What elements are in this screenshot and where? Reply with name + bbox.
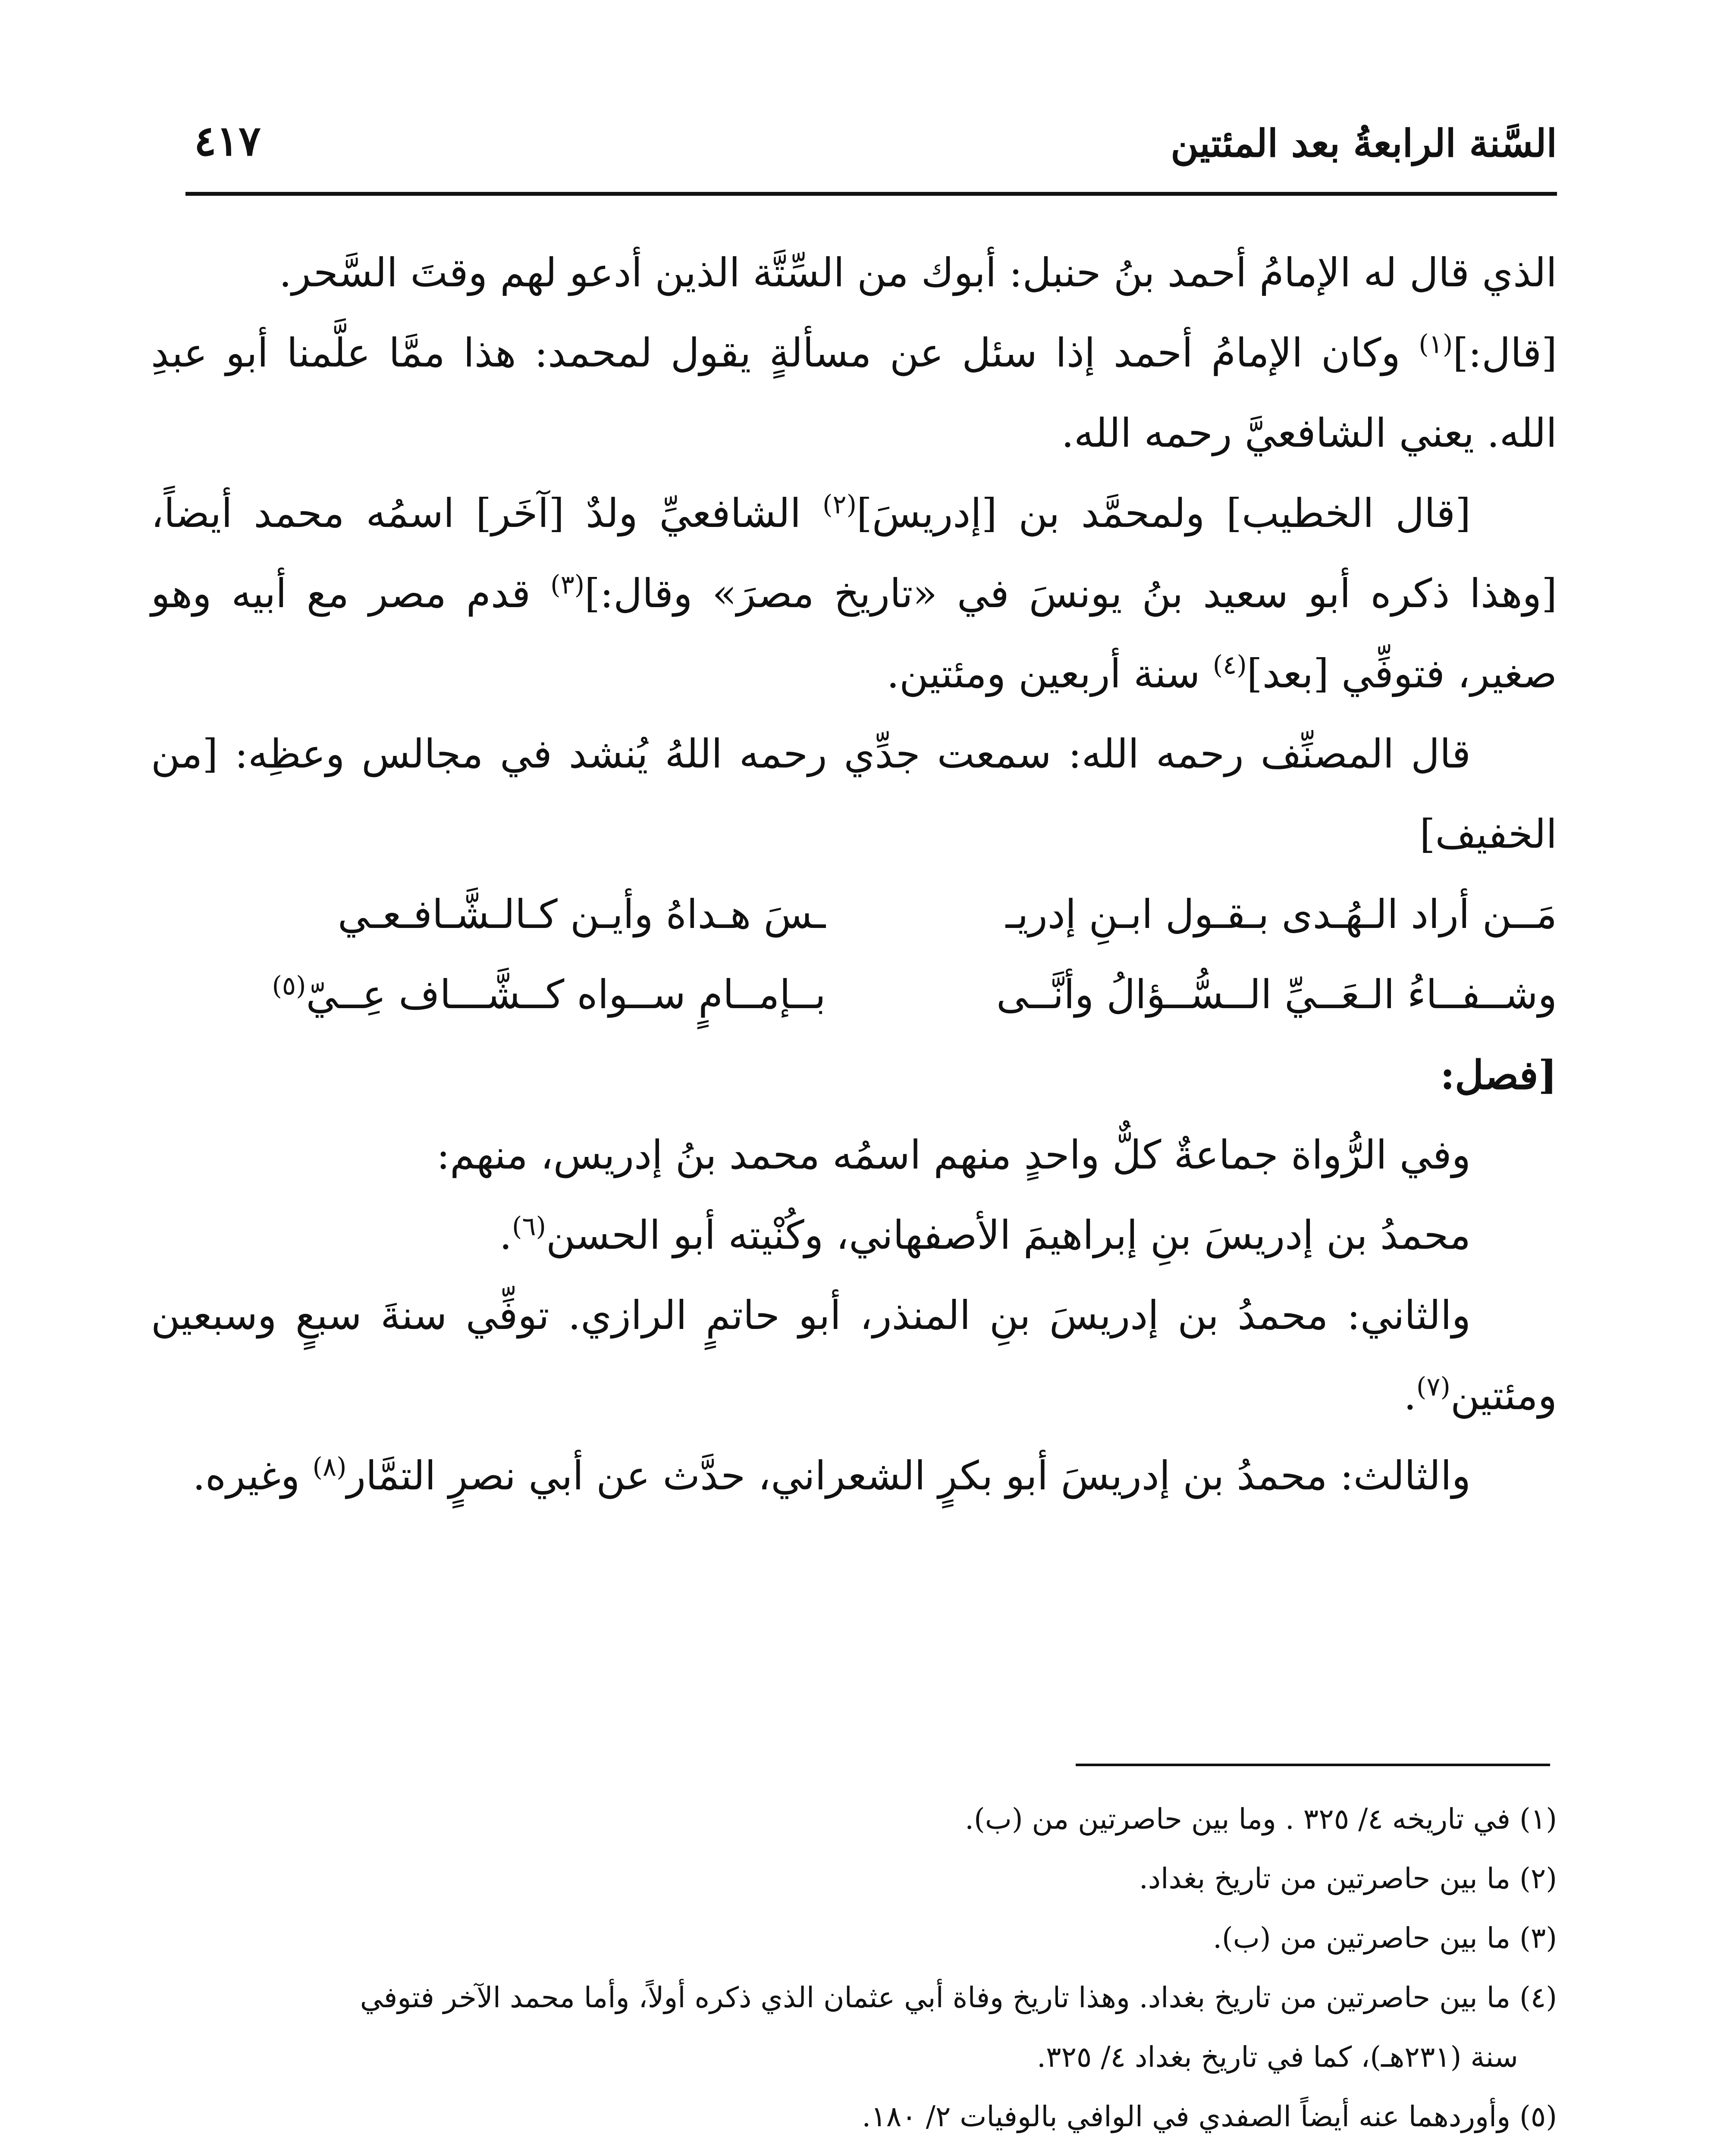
page-header (185, 108, 1557, 177)
paragraph-2-text-a: [قال:] (1453, 330, 1557, 376)
paragraph-3-text-c: قدم مصر مع أبيه وهو صغير، فتوفِّي [بعد] (151, 570, 1557, 697)
running-title: السَّنة الرابعةُ بعد المئتين (1171, 121, 1557, 166)
footnote-ref-7: (٧) (1416, 1372, 1450, 1402)
footnote-6 (142, 2147, 1557, 2156)
poem-hemistich-with-ref (151, 955, 826, 1035)
footnote-2: (٢) ما بين حاصرتين من تاريخ بغداد. (1139, 1862, 1557, 1895)
paragraph-7 (151, 1275, 1557, 1436)
footnote-ref-6: (٦) (512, 1211, 546, 1242)
footnote-5: (٥) وأوردهما عنه أيضاً الصفدي في الوافي بالوفيات ٢/ ١٨٠. (862, 2100, 1557, 2133)
paragraph-6-text-b: . (499, 1212, 512, 1258)
paragraph-4-text: قال المصنِّف رحمه الله: سمعت جدِّي رحمه اللهُ يُنشد في مجالس وعظِه: [من الخفيف] (151, 731, 1557, 857)
paragraph-3-text-d: سنة أربعين ومئتين. (886, 651, 1213, 697)
paragraph-5 (151, 1115, 1557, 1195)
paragraph-6-text-a: محمدُ بن إدريسَ بنِ إبراهيمَ الأصفهاني، وكُنْيته أبو الحسن (546, 1212, 1471, 1258)
paragraph-1-text: الذي قال له الإمامُ أحمد بنُ حنبل: أبوك من السِّتَّة الذين أدعو لهم وقتَ السَّحر. (279, 250, 1557, 296)
page-number: ٤١٧ (194, 116, 261, 165)
paragraph-3-text-a: [قال الخطيب] ولمحمَّد بن [إدريسَ] (857, 490, 1471, 536)
footnote-1: (١) في تاريخه ٤/ ٣٢٥ . وما بين حاصرتين من (ب). (964, 1802, 1557, 1836)
paragraph-7-text-b: . (1403, 1373, 1416, 1419)
paragraph-8-text-a: والثالث: محمدُ بن إدريسَ أبو بكرٍ الشعراني، حدَّث عن أبي نصرٍ التمَّار (346, 1453, 1471, 1499)
paragraph-4 (151, 714, 1557, 874)
paragraph-2 (151, 313, 1557, 473)
paragraph-8 (151, 1436, 1557, 1516)
paragraph-8-text-b: وغيره. (192, 1453, 313, 1499)
poem-verse (151, 955, 1557, 1035)
footnotes (142, 1789, 1557, 2156)
poem-verse (151, 874, 1557, 955)
footnote-3: (٣) ما بين حاصرتين من (ب). (1213, 1921, 1557, 1955)
footnote-ref-2: (٢) (822, 489, 857, 520)
paragraph-2-text-b: وكان الإمامُ أحمد إذا سئل عن مسألةٍ يقول لمحمد: هذا ممَّا علَّمنا أبو عبدِ الله. يعني الشافعيَّ رحمه الله. (151, 330, 1557, 456)
paragraph-5-text: وفي الرُّواة جماعةٌ كلٌّ واحدٍ منهم اسمُه محمد بنُ إدريس، منهم: (436, 1132, 1471, 1178)
paragraph-7-text-a: والثاني: محمدُ بن إدريسَ بنِ المنذر، أبو حاتمٍ الرازي. توفِّي سنةَ سبعٍ وسبعين ومئتين (151, 1292, 1557, 1419)
paragraph-1 (151, 233, 1557, 313)
paragraph-6 (151, 1195, 1557, 1275)
footnote-4-continuation: سنة (٢٣١هـ)، كما في تاريخ بغداد ٤/ ٣٢٥. (1037, 2040, 1518, 2074)
poem (151, 874, 1557, 1035)
footnote-ref-5: (٥) (272, 971, 306, 1001)
footnote-4: (٤) ما بين حاصرتين من تاريخ بغداد. وهذا تاريخ وفاة أبي عثمان الذي ذكره أولاً، وأما محمد الآخر فتوفي (360, 1981, 1557, 2014)
poem-hemistich-text: بــإمــامٍ ســواه كــشَّـــاف عِــيّ (306, 971, 826, 1018)
footnote-ref-8: (٨) (312, 1452, 347, 1482)
footnote-separator (1076, 1764, 1550, 1766)
poem-hemistich: وشــفــاءُ الـعَــيِّ الــسُّــؤالُ وأنَّــى (996, 971, 1557, 1018)
footnote-ref-4: (٤) (1212, 650, 1247, 680)
footnote-ref-1: (١) (1419, 329, 1453, 360)
poem-hemistich: مَــن أراد الـهُـدى بـقـول ابـنِ إدريـ (1005, 891, 1557, 937)
poem-hemistich: ـسَ هـداهُ وأيـن كـالـشَّـافـعـي (337, 891, 826, 937)
header-rule (185, 192, 1557, 196)
paragraph-3 (151, 473, 1557, 714)
section-heading: [فصل: (1440, 1052, 1557, 1098)
footnote-ref-3: (٣) (550, 570, 585, 600)
main-text (151, 233, 1557, 1516)
paragraph-3-text-b: الشافعيِّ ولدٌ [آخَر] اسمُه محمد أيضاً، [وهذا ذكره أبو سعيد بنُ يونسَ في «تاريخ مصرَ» وقال:] (151, 490, 1557, 617)
